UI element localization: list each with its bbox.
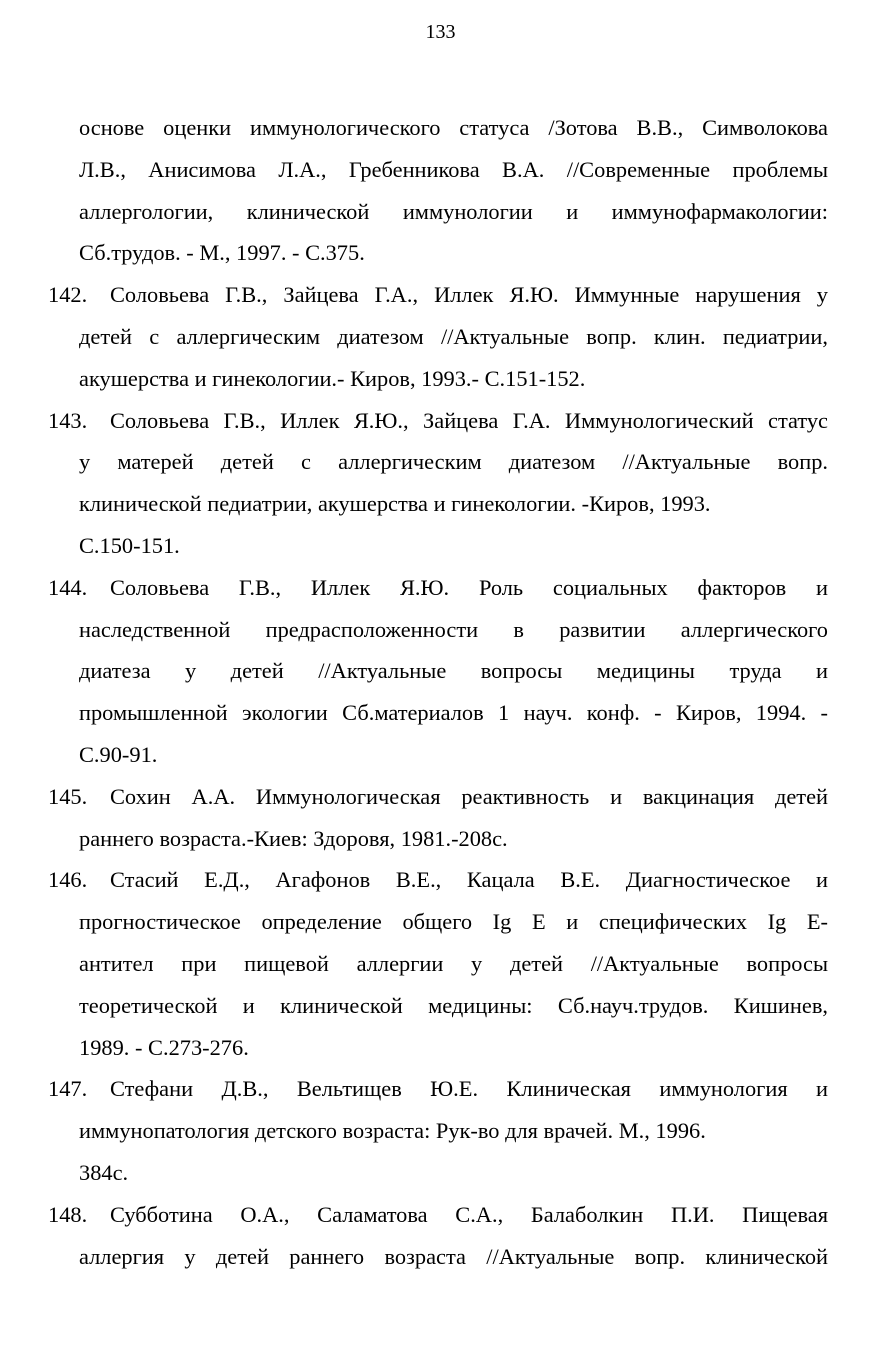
reference-item-148 <box>0 1194 881 1278</box>
reference-item-143 <box>0 400 881 567</box>
reference-list <box>0 107 881 1277</box>
reference-line: основе оценки иммунологического статуса /Зотова В.В., Символокова <box>79 115 828 140</box>
reference-line: иммунопатология детского возраста: Рук-во для врачей. М., 1996. <box>79 1118 706 1144</box>
reference-line: наследственной предрасположенности в развитии аллергического <box>79 616 828 642</box>
reference-line: С.90-91. <box>79 741 158 767</box>
reference-line: Л.В., Анисимова Л.А., Гребенникова В.А. //Современные проблемы <box>79 156 828 182</box>
reference-line: С.150-151. <box>79 532 180 558</box>
reference-number: 142. <box>48 282 88 308</box>
reference-line: антител при пищевой аллергии у детей //Актуальные вопросы <box>79 950 828 976</box>
reference-line: Стасий Е.Д., Агафонов В.Е., Кацала В.Е. Диагностическое и <box>110 867 828 893</box>
reference-number: 146. <box>48 867 88 893</box>
reference-line: теоретической и клинической медицины: Сб.науч.трудов. Кишинев, <box>79 992 828 1018</box>
reference-line: Субботина О.А., Саламатова С.А., Балаболкин П.И. Пищевая <box>110 1201 828 1227</box>
page-number: 133 <box>425 21 456 43</box>
reference-line: Сб.трудов. - М., 1997. - С.375. <box>79 240 365 266</box>
reference-line: Соловьева Г.В., Иллек Я.Ю. Роль социальных факторов и <box>110 574 828 600</box>
reference-item-146 <box>0 859 881 1068</box>
reference-item-147 <box>0 1068 881 1193</box>
reference-line: прогностическое определение общего Ig E и специфических Ig E- <box>79 909 828 935</box>
reference-item-145 <box>0 776 881 860</box>
reference-line: промышленной экологии Сб.материалов 1 науч. конф. - Киров, 1994. - <box>79 700 828 726</box>
reference-number: 145. <box>48 783 88 809</box>
reference-line: акушерства и гинекологии.- Киров, 1993.- С.151-152. <box>79 365 586 391</box>
reference-line: Сохин А.А. Иммунологическая реактивность и вакцинация детей <box>110 783 828 809</box>
reference-line: аллергия у детей раннего возраста //Актуальные вопр. клинической <box>79 1243 828 1269</box>
reference-continuation <box>0 107 881 274</box>
reference-number: 144. <box>48 574 88 600</box>
reference-item-144 <box>0 567 881 776</box>
reference-number: 143. <box>48 407 88 433</box>
reference-item-142 <box>0 274 881 399</box>
reference-line: детей с аллергическим диатезом //Актуальные вопр. клин. педиатрии, <box>79 323 828 349</box>
reference-number: 147. <box>48 1076 88 1102</box>
reference-line: раннего возраста.-Киев: Здоровя, 1981.-208с. <box>79 825 508 851</box>
reference-number: 148. <box>48 1201 88 1227</box>
reference-line: 384с. <box>79 1159 129 1185</box>
reference-line: Соловьева Г.В., Зайцева Г.А., Иллек Я.Ю. Иммунные нарушения у <box>110 282 828 308</box>
reference-line: клинической педиатрии, акушерства и гинекологии. -Киров, 1993. <box>79 491 711 517</box>
reference-line: у матерей детей с аллергическим диатезом //Актуальные вопр. <box>79 449 828 475</box>
reference-line: 1989. - С.273-276. <box>79 1034 249 1060</box>
reference-line: Стефани Д.В., Вельтищев Ю.Е. Клиническая иммунология и <box>110 1076 828 1102</box>
reference-line: аллергологии, клинической иммунологии и иммунофармакологии: <box>79 198 828 224</box>
reference-line: Соловьева Г.В., Иллек Я.Ю., Зайцева Г.А. Иммунологический статус <box>110 407 828 433</box>
reference-line: диатеза у детей //Актуальные вопросы медицины труда и <box>79 658 828 684</box>
